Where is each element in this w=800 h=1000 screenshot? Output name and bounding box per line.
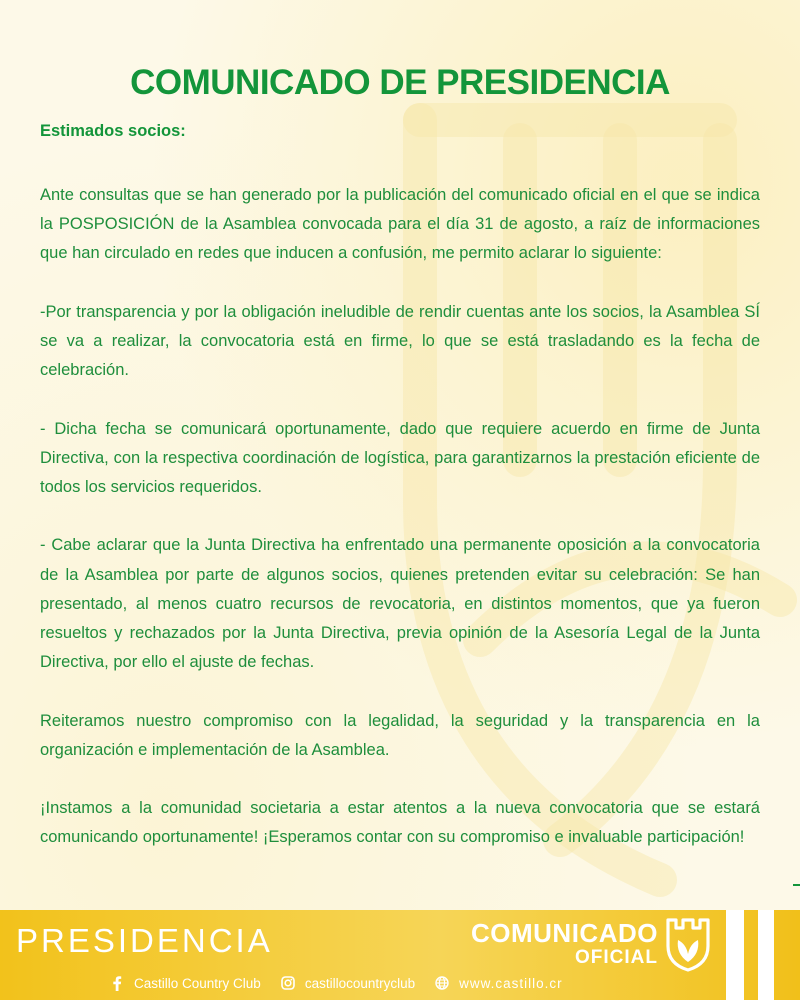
paragraph: ¡Instamos a la comunidad societaria a estar atentos a la nueva convocatoria que se estará comunicando oportunamente! ¡Esperamos contar con su compromiso e invaluable participación! xyxy=(40,799,760,847)
paragraph: -Por transparencia y por la obligación ineludible de rendir cuentas ante los socios, la Asamblea SÍ se va a realizar, la convocatoria está en firme, lo que se está trasladando es la fecha de celebración. xyxy=(40,302,760,380)
facebook-link[interactable] xyxy=(110,976,261,991)
badge-line-comunicado: COMUNICADO xyxy=(471,918,658,948)
edge-mark xyxy=(793,884,800,886)
website-text: www.castillo.cr xyxy=(459,975,563,991)
decorative-stripe xyxy=(758,910,774,1000)
paragraph: - Cabe aclarar que la Junta Directiva ha enfrentado una permanente oposición a la convocatoria de la Asamblea por parte de algunos socios, quienes pretenden evitar su celebración: Se han presentado, al menos cuatro recursos de revocatoria, en distintos momentos, que ya fueron resueltos y rechazados por la Junta Directiva, previa opinión de la Asesoría Legal de la Junta Directiva, por ello el ajuste de fechas. xyxy=(40,536,760,672)
page-title: COMUNICADO DE PRESIDENCIA xyxy=(130,63,670,102)
instagram-text: castillocountryclub xyxy=(304,975,416,991)
footer-section-label: PRESIDENCIA xyxy=(16,922,273,959)
paragraph: - Dicha fecha se comunicará oportunamente, dado que requiere acuerdo en firme de Junta Directiva, con la respectiva coordinación de logística, para garantizarnos la prestación eficiente de todos los servicios requeridos. xyxy=(40,419,760,496)
document-body xyxy=(40,62,760,853)
instagram-link[interactable] xyxy=(281,976,415,991)
social-links xyxy=(110,972,563,994)
facebook-text: Castillo Country Club xyxy=(134,975,261,991)
decorative-stripe xyxy=(726,910,744,1000)
paragraph: Ante consultas que se han generado por la publicación del comunicado oficial en el que se indica la POSPOSICIÓN de la Asamblea convocada para el día 31 de agosto, a raíz de informaciones que han circulado en redes que inducen a confusión, me permito aclarar lo siguiente: xyxy=(40,186,760,263)
official-badge-text xyxy=(436,918,658,968)
facebook-icon xyxy=(110,976,124,990)
globe-icon xyxy=(435,976,449,990)
footer-banner xyxy=(0,910,800,1000)
club-crest-icon xyxy=(662,916,714,972)
instagram-icon xyxy=(281,976,295,990)
greeting: Estimados socios: xyxy=(40,122,186,140)
paragraph: Reiteramos nuestro compromiso con la legalidad, la seguridad y la transparencia en la organización e implementación de la Asamblea. xyxy=(40,711,760,759)
website-link[interactable] xyxy=(435,976,563,991)
badge-line-oficial: OFICIAL xyxy=(575,947,658,968)
